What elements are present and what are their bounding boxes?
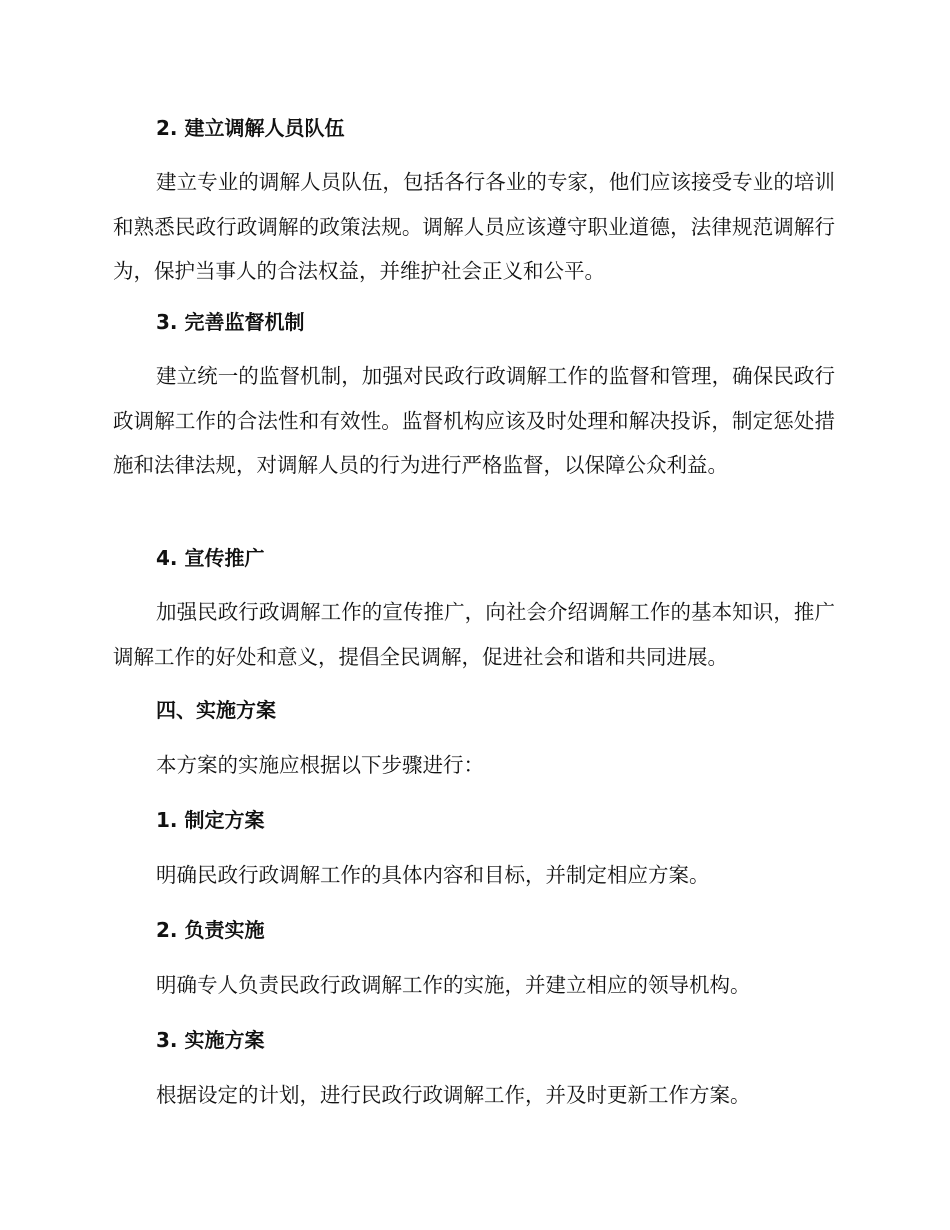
section-heading-implement-plan: 3. 实施方案 [156,1028,265,1052]
section-heading-make-plan: 1. 制定方案 [156,808,265,832]
section-paragraph-responsible-implementation: 明确专人负责民政行政调解工作的实施，并建立相应的领导机构。 [156,973,751,997]
section-heading-implementation-plan: 四、实施方案 [156,698,276,722]
section-heading-publicity: 4. 宣传推广 [156,546,265,570]
section-paragraph-implement-plan: 根据设定的计划，进行民政行政调解工作，并及时更新工作方案。 [156,1083,751,1107]
section-heading-supervision-mechanism: 3. 完善监督机制 [156,310,305,334]
section-paragraph-publicity: 加强民政行政调解工作的宣传推广，向社会介绍调解工作的基本知识，推广调解工作的好处和意义，提倡全民调解，促进社会和谐和共同进展。 [113,600,835,669]
section-paragraph-supervision-mechanism: 建立统一的监督机制，加强对民政行政调解工作的监督和管理，确保民政行政调解工作的合法性和有效性。监督机构应该及时处理和解决投诉，制定惩处措施和法律法规，对调解人员的行为进行严格监督，以保障公众利益。 [113,364,835,477]
section-heading-responsible-implementation: 2. 负责实施 [156,918,265,942]
section-paragraph-build-mediator-team: 建立专业的调解人员队伍，包括各行各业的专家，他们应该接受专业的培训和熟悉民政行政调解的政策法规。调解人员应该遵守职业道德，法律规范调解行为，保护当事人的合法权益，并维护社会正义和公平。 [113,170,835,283]
section-paragraph-implementation-steps: 本方案的实施应根据以下步骤进行： [156,753,484,777]
section-paragraph-make-plan: 明确民政行政调解工作的具体内容和目标，并制定相应方案。 [156,863,710,887]
section-heading-build-mediator-team: 2. 建立调解人员队伍 [156,116,345,140]
